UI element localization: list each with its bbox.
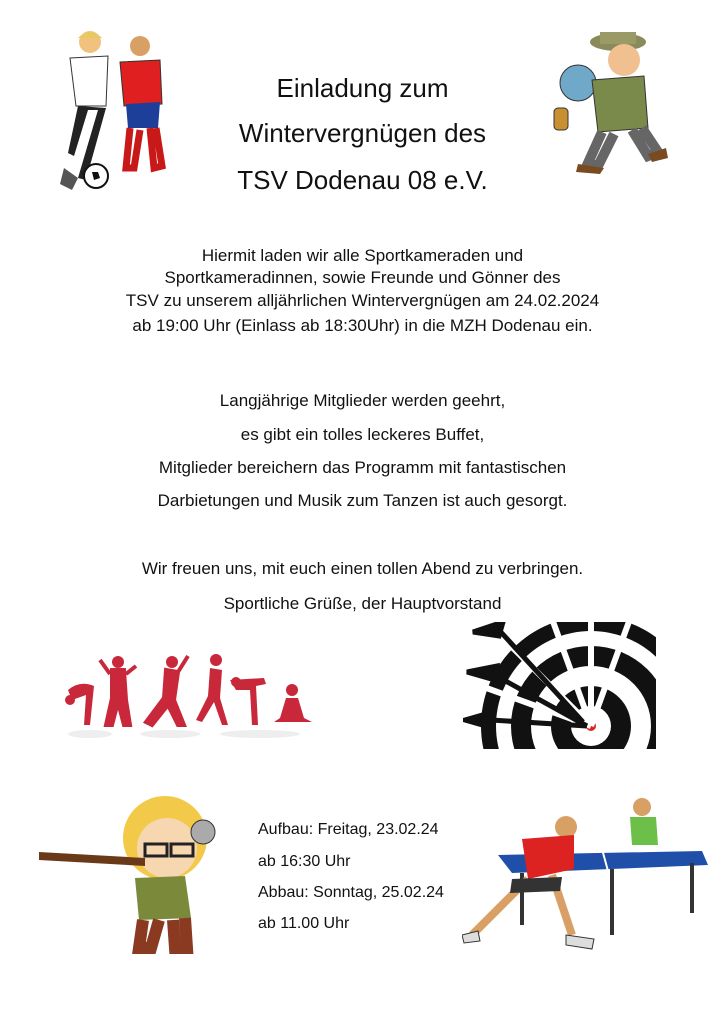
title-line-1: Einladung zum bbox=[276, 73, 449, 103]
schedule-line: Abbau: Sonntag, 25.02.24 bbox=[258, 884, 444, 901]
schedule-line: Aufbau: Freitag, 23.02.24 bbox=[258, 821, 439, 838]
program-line: es gibt ein tolles leckeres Buffet, bbox=[240, 425, 485, 444]
intro-line: Sportkameradinnen, sowie Freunde und Gönner des bbox=[164, 268, 561, 287]
clay-shooter-illustration bbox=[35, 788, 235, 956]
schedule-line: ab 16:30 Uhr bbox=[258, 853, 351, 870]
intro-line: ab 19:00 Uhr (Einlass ab 18:30Uhr) in die MZH Dodenau ein. bbox=[132, 316, 593, 335]
darts-illustration bbox=[463, 622, 656, 749]
intro-line: TSV zu unserem alljährlichen Wintervergnügen am 24.02.2024 bbox=[125, 291, 600, 310]
program-line: Darbietungen und Musik zum Tanzen ist auch gesorgt. bbox=[157, 491, 568, 510]
closing-line: Wir freuen uns, mit euch einen tollen Abend zu verbringen. bbox=[141, 559, 584, 578]
title-line-2: Wintervergnügen des bbox=[238, 118, 487, 148]
program-line: Langjährige Mitglieder werden geehrt, bbox=[219, 391, 506, 410]
gymnastics-silhouettes-illustration bbox=[60, 650, 320, 745]
schedule-line: ab 11.00 Uhr bbox=[258, 915, 350, 932]
closing-line: Sportliche Grüße, der Hauptvorstand bbox=[223, 594, 502, 613]
program-line: Mitglieder bereichern das Programm mit fantastischen bbox=[158, 458, 567, 477]
hiker-illustration bbox=[548, 28, 673, 178]
title-line-3: TSV Dodenau 08 e.V. bbox=[237, 165, 488, 195]
intro-line: Hiermit laden wir alle Sportkameraden und bbox=[201, 246, 524, 265]
table-tennis-illustration bbox=[462, 795, 712, 957]
